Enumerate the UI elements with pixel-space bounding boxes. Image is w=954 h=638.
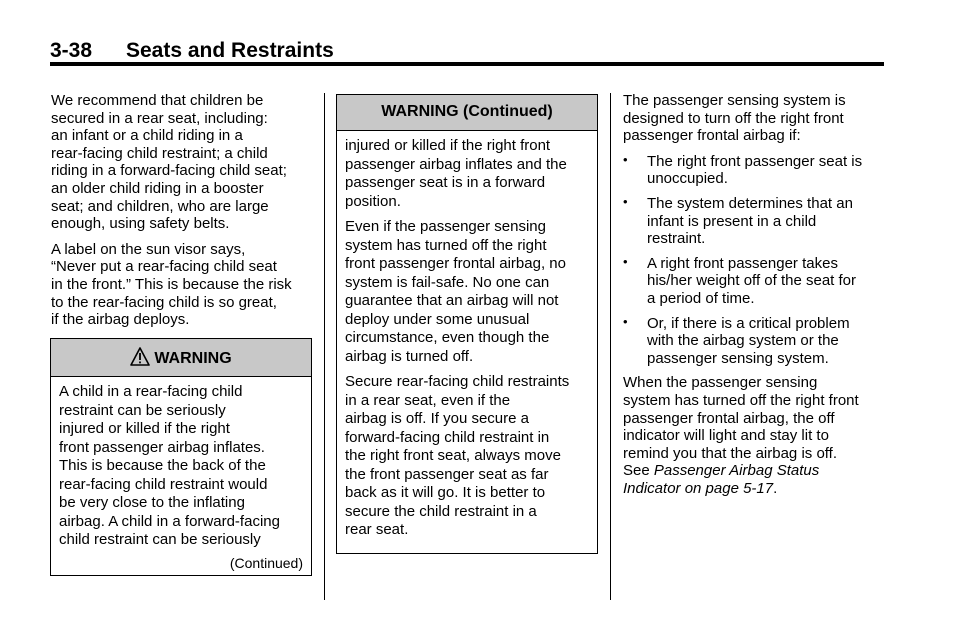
bullet-icon: • [623, 151, 628, 167]
warning-continued-header [337, 95, 597, 131]
cross-reference-link[interactable]: Passenger Airbag Status Indicator on page 5-17 [623, 462, 820, 497]
warning-text: A child in a rear-facing child restraint can be seriously injured or killed if the right front passenger airbag inflates. This is because the back of the rear-facing child restraint would be very close to the inflating airbag. A child in a forward-facing child restraint can be seriously [59, 383, 280, 548]
paragraph-sensing-intro: The passenger sensing system is designed to turn off the right front passenger frontal airbag if: [623, 92, 846, 145]
page-number: 3-38 [50, 39, 93, 62]
column-1 [51, 92, 316, 337]
list-item [623, 195, 885, 248]
warning-triangle-icon [130, 347, 150, 366]
paragraph-off-indicator [623, 374, 885, 497]
list-item [623, 153, 885, 188]
header-rule [50, 62, 884, 66]
bullet-text: The system determines that an infant is present in a child restraint. [647, 194, 853, 248]
warning-paragraph-3: Secure rear-facing child restraints in a rear seat, even if the airbag is off. If you secure a forward-facing child restraint in the right front seat, always move the front passenger seat as far back as it will go. It is better to secure the child restraint in a rear seat. [345, 373, 570, 538]
continued-label: (Continued) [229, 555, 303, 571]
column-divider-1 [324, 93, 325, 600]
warning-title: WARNING [154, 350, 232, 367]
section-title: Seats and Restraints [126, 39, 334, 62]
warning-box [50, 338, 312, 576]
warning-body [51, 377, 311, 550]
bullet-text: Or, if there is a critical problem with the airbag system or the passenger sensing system. [647, 314, 850, 367]
paragraph-children-rear-seat: We recommend that children be secured in a rear seat, including: an infant or a child riding in a rear-facing child restraint; a child riding in a forward-facing child seat; an older child riding in a booster seat; and children, who are large enough, using safety belts. [51, 92, 287, 233]
bullet-icon: • [623, 193, 628, 209]
column-divider-2 [610, 93, 611, 600]
bullet-list [623, 153, 885, 368]
paragraph-sun-visor-label: A label on the sun visor says, “Never put a rear-facing child seat in the front.” This is because the risk to the rear-facing child is so great, if the airbag deploys. [51, 240, 292, 329]
outro-text: When the passenger sensing system has turned off the right front passenger frontal airbag, the off indicator will light and stay lit to remind you that the airbag is off. See [623, 374, 859, 480]
bullet-text: A right front passenger takes his/her weight off of the seat for a period of time. [647, 254, 857, 307]
list-item [623, 255, 885, 308]
outro-end: . [773, 479, 778, 497]
bullet-text: The right front passenger seat is unoccupied. [647, 152, 863, 188]
bullet-icon: • [623, 253, 628, 269]
warning-continued-title: WARNING (Continued) [381, 103, 553, 120]
warning-header [51, 339, 311, 377]
warning-paragraph-2: Even if the passenger sensing system has turned off the right front passenger frontal airbag, no system is fail-safe. No one can guarantee that an airbag will not deploy under some unusual circumstance, even though the airbag is turned off. [345, 218, 566, 365]
column-3 [623, 92, 885, 505]
warning-paragraph-1: injured or killed if the right front passenger airbag inflates and the passenger seat is in a forward position. [345, 137, 567, 210]
list-item [623, 315, 885, 368]
bullet-icon: • [623, 313, 628, 329]
warning-continued-box [336, 94, 598, 554]
warning-continued-body [337, 131, 597, 540]
